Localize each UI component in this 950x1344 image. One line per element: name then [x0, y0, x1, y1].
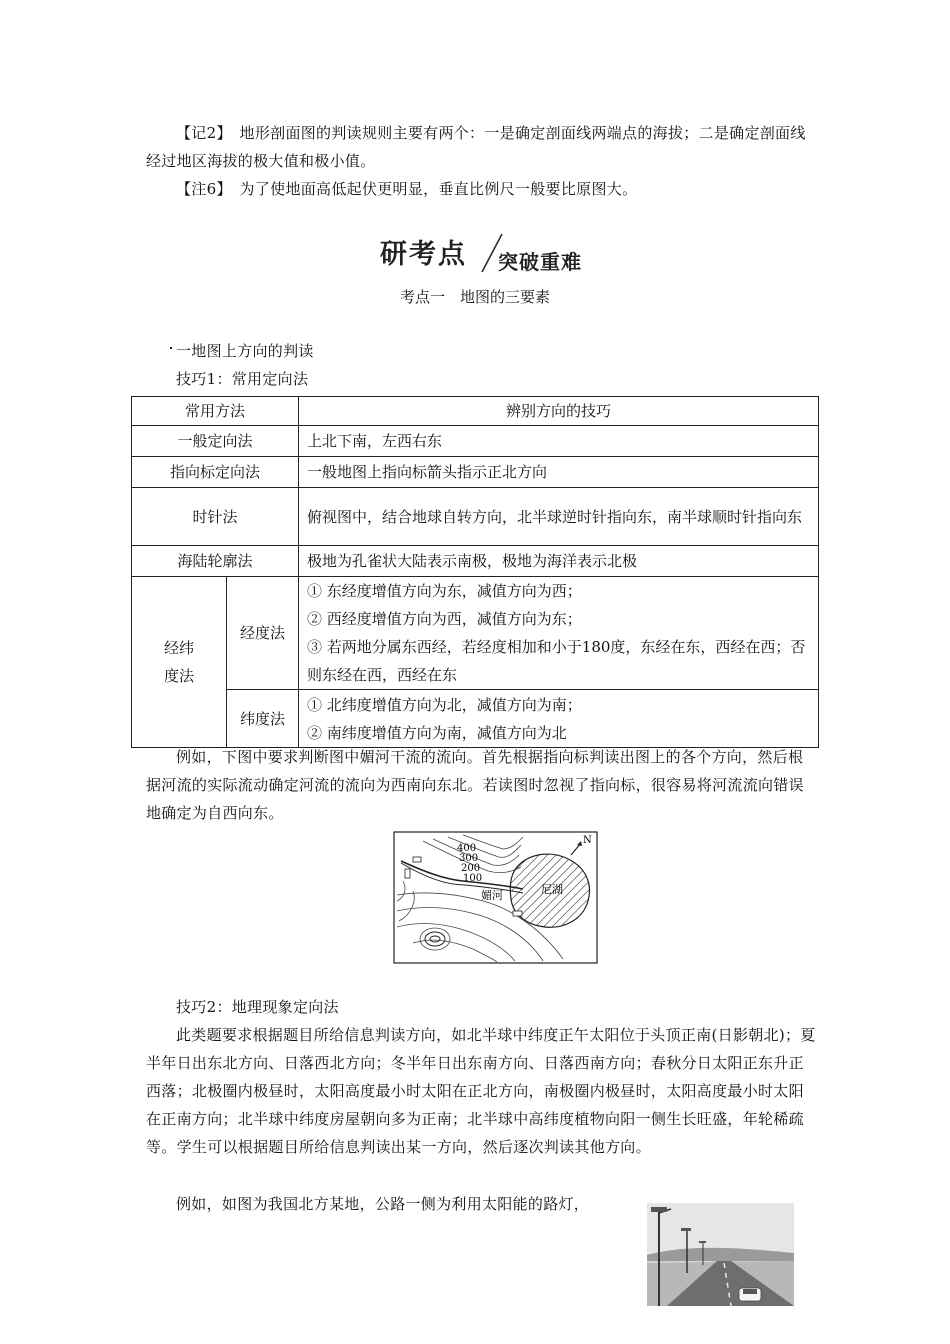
topic-heading: 一地图上方向的判读	[176, 342, 314, 360]
contour-label-300: 300	[459, 853, 479, 864]
table-row	[132, 426, 819, 457]
table-row	[132, 546, 819, 577]
method-cell: 一般定向法	[132, 426, 299, 457]
table-row	[132, 690, 819, 748]
river-label: 媚河	[481, 889, 503, 902]
tip-cell: 一般地图上指向标箭头指示正北方向	[299, 457, 819, 488]
skill2-paragraph: 此类题要求根据题目所给信息判读方向，如北半球中纬度正午太阳位于头顶正南(日影朝北)；夏半年日出东北方向、日落西北方向；冬半年日出东南方向、日落西南方向；春秋分日太阳正东升正西落；北极圈内极昼时，太阳高度最小时太阳在正北方向，南极圈内极昼时，太阳高度最小时太阳在正南方向；北半球中纬度房屋朝向多为正南；北半球中高纬度植物向阳一侧生长旺盛，年轮稀疏等。学生可以根据题目所给信息判读出某一方向，然后逐次判读其他方向。	[146, 1026, 816, 1156]
method-cell: 海陆轮廓法	[132, 546, 299, 577]
latitude-method-cell: 纬度法	[227, 690, 299, 748]
table-row	[132, 577, 819, 690]
section-banner	[380, 232, 610, 278]
longitude-rule-2: ② 西经度增值方向为西，减值方向为东；	[307, 610, 582, 628]
note-vertical-scale: 【注6】 为了使地面高低起伏更明显，垂直比例尺一般要比原图大。	[176, 180, 638, 198]
section-title: 考点一 地图的三要素	[399, 288, 550, 306]
tip-cell: 极地为孔雀状大陆表示南极，极地为海洋表示北极	[299, 546, 819, 577]
table-header-row	[132, 397, 819, 426]
lake-label: 尼湖	[541, 883, 563, 896]
note-profile-rule: 【记2】 地形剖面图的判读规则主要有两个：一是确定剖面线两端点的海拔；二是确定剖面线经过地区海拔的极大值和极小值。	[146, 124, 806, 170]
longitude-rule-1: ① 东经度增值方向为东，减值方向为西；	[307, 582, 582, 600]
header-method: 常用方法	[132, 397, 299, 426]
bullet-dot	[170, 347, 172, 349]
table-row	[132, 457, 819, 488]
method-cell: 指向标定向法	[132, 457, 299, 488]
example2-paragraph: 例如，如图为我国北方某地，公路一侧为利用太阳能的路灯，	[176, 1195, 590, 1213]
longitude-rule-3: ③ 若两地分属东西经，若经度相加和小于180度，东经在东，西经在西；否则东经在西，西经在东	[307, 638, 806, 684]
group-label-line1: 经纬	[163, 639, 194, 657]
lat-lon-method-cell	[132, 577, 227, 748]
contour-label-400: 400	[457, 843, 477, 854]
table-row	[132, 488, 819, 546]
example1-paragraph: 例如，下图中要求判断图中媚河干流的流向。首先根据指向标判读出图上的各个方向，然后根据河流的实际流动确定河流的流向为西南向东北。若读图时忽视了指向标，很容易将河流流向错误地确定为自西向东。	[146, 748, 804, 822]
group-label-line2: 度法	[163, 667, 194, 685]
river-map-figure	[393, 831, 598, 964]
banner-main: 研考点	[380, 239, 467, 270]
longitude-method-cell: 经度法	[227, 577, 299, 690]
latitude-rule-2: ② 南纬度增值方向为南，减值方向为北	[307, 723, 567, 742]
contour-label-200: 200	[461, 863, 481, 874]
contour-label-100: 100	[463, 873, 483, 884]
north-label: N	[583, 835, 592, 846]
tip-cell: 上北下南，左西右东	[299, 426, 819, 457]
tip-cell: 俯视图中，结合地球自转方向，北半球逆时针指向东，南半球顺时针指向东	[299, 488, 819, 546]
direction-methods-table	[131, 396, 819, 748]
skill1-heading: 技巧1：常用定向法	[176, 370, 309, 388]
skill2-heading: 技巧2：地理现象定向法	[176, 998, 339, 1016]
latitude-rule-1: ① 北纬度增值方向为北，减值方向为南；	[307, 695, 582, 714]
method-cell: 时针法	[132, 488, 299, 546]
latitude-tip-cell	[299, 690, 819, 748]
header-tip: 辨别方向的技巧	[299, 397, 819, 426]
longitude-tip-cell	[299, 577, 819, 690]
road-solar-light-photo	[647, 1203, 794, 1306]
banner-sub: 突破重难	[498, 250, 582, 274]
